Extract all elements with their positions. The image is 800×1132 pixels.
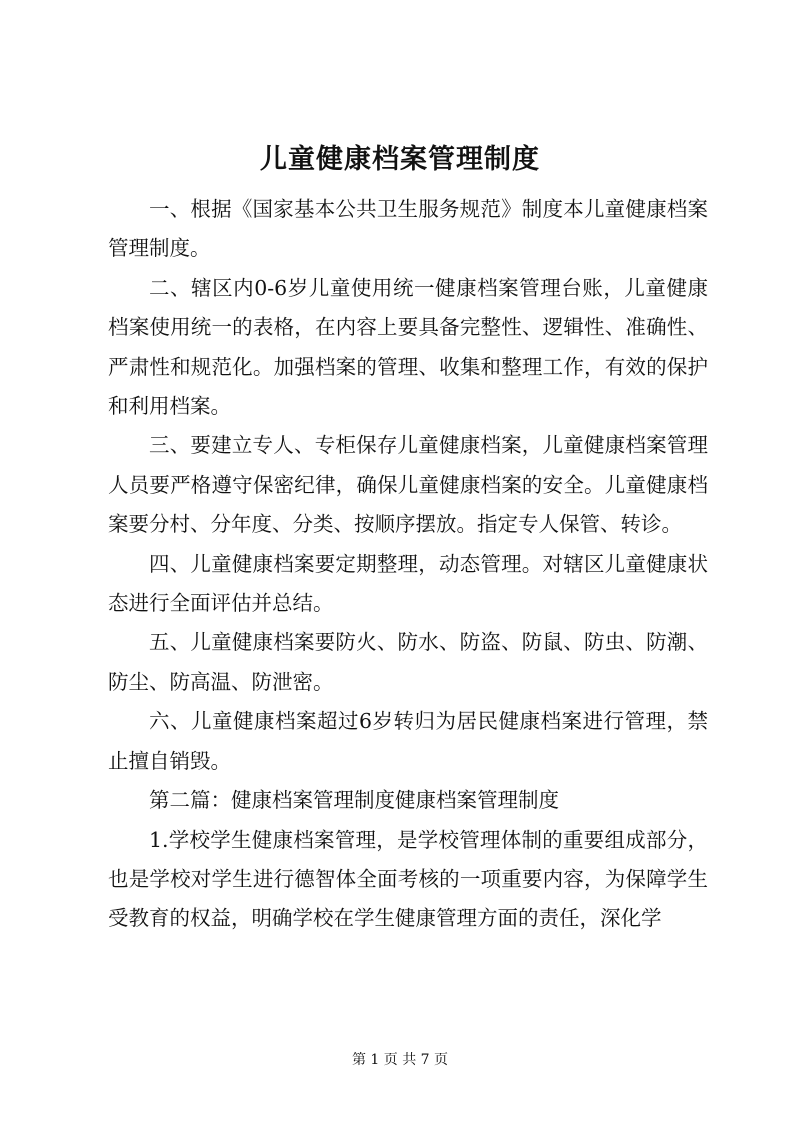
document-title: 儿童健康档案管理制度: [260, 144, 540, 175]
section-heading: 第二篇：健康档案管理制度健康档案管理制度: [149, 788, 559, 813]
paragraph-3: 三、要建立专人、专柜保存儿童健康档案，儿童健康档案管理人员要严格遵守保密纪律，确保儿童健康档案的安全。儿童健康档案要分村、分年度、分类、按顺序摆放。指定专人保管、转诊。: [108, 433, 708, 537]
paragraph-6: 六、儿童健康档案超过6岁转归为居民健康档案进行管理，禁止擅自销毁。: [108, 709, 708, 773]
paragraph-7: 1.学校学生健康档案管理，是学校管理体制的重要组成部分，也是学校对学生进行德智体全面考核的一项重要内容，为保障学生受教育的权益，明确学校在学生健康管理方面的责任，深化学: [108, 827, 708, 931]
paragraph-4: 四、儿童健康档案要定期整理，动态管理。对辖区儿童健康状态进行全面评估并总结。: [108, 551, 708, 616]
paragraph-1: 一、根据《国家基本公共卫生服务规范》制度本儿童健康档案管理制度。: [108, 197, 708, 261]
paragraph-2: 二、辖区内0-6岁儿童使用统一健康档案管理台账，儿童健康档案使用统一的表格，在内容上要具备完整性、逻辑性、准确性、严肃性和规范化。加强档案的管理、收集和整理工作，有效的保护和利用档案。: [108, 275, 708, 419]
paragraph-5: 五、儿童健康档案要防火、防水、防盗、防鼠、防虫、防潮、防尘、防高温、防泄密。: [108, 630, 708, 694]
page-footer: 第 1 页 共 7 页: [351, 1052, 449, 1068]
document-body: [108, 190, 708, 939]
